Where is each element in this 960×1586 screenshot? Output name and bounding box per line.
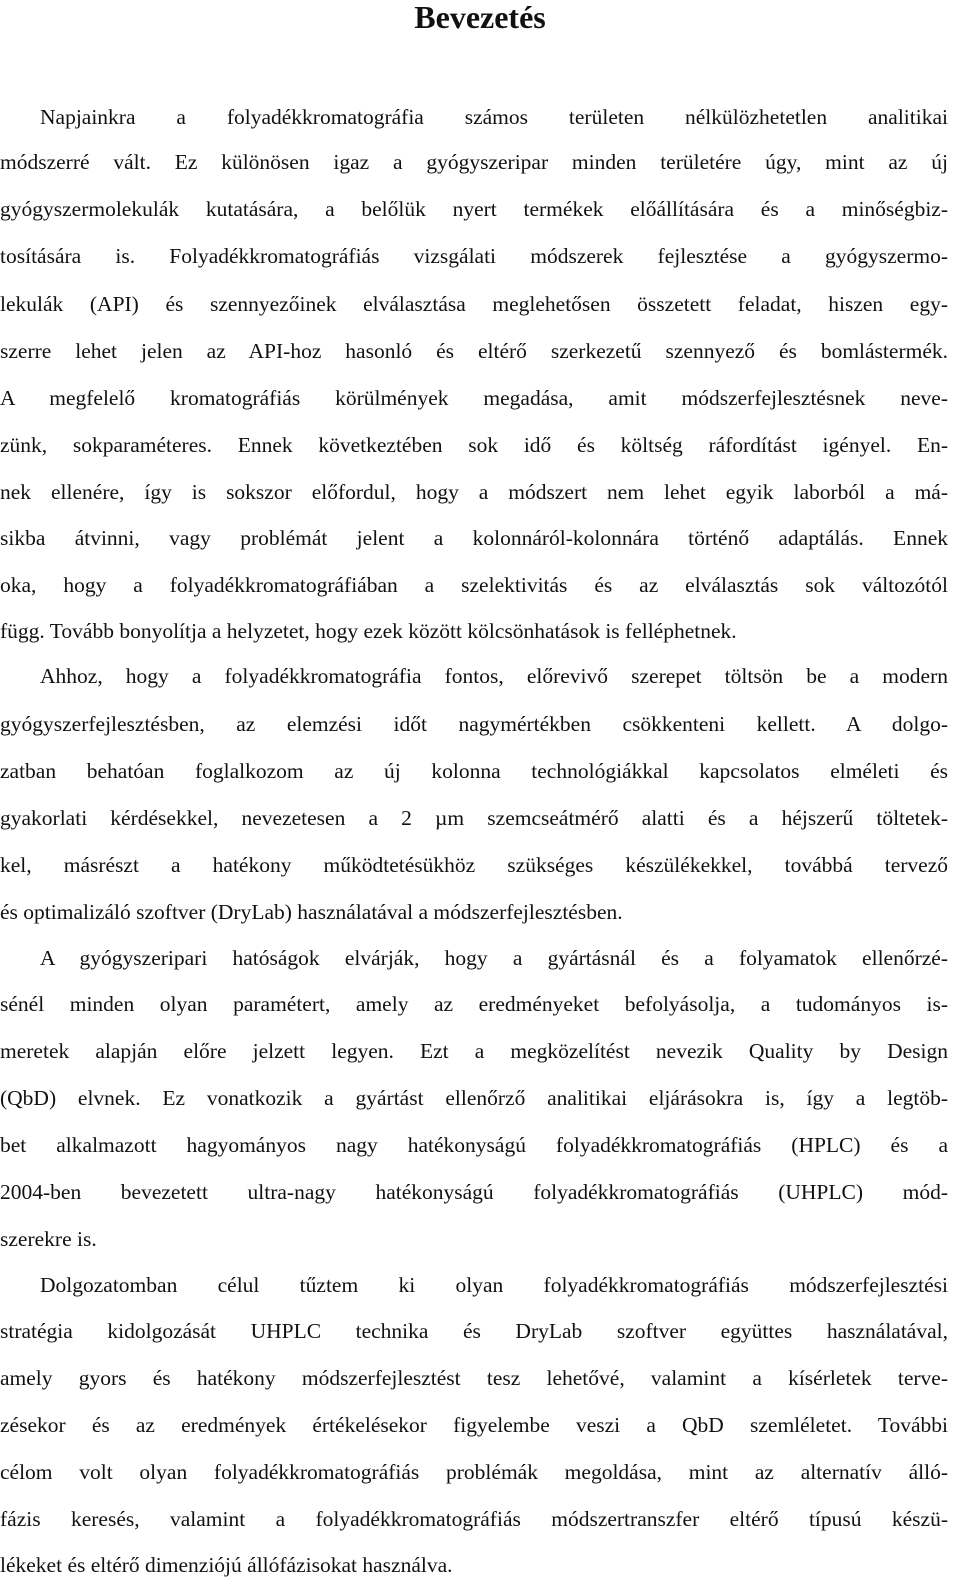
text-line: stratégia kidolgozását UHPLC technika és DryLab szoftver együttes használatával, [0, 1319, 948, 1343]
text-line: sénél minden olyan paramétert, amely az eredményeket befolyásolja, a tudományos is- [0, 992, 948, 1016]
text-line: nek ellenére, így is sokszor előfordul, hogy a módszert nem lehet egyik laborból a má- [0, 480, 948, 504]
text-line: Napjainkra a folyadékkromatográfia számos területen nélkülözhetetlen analitikai [40, 105, 948, 129]
text-line: tosítására is. Folyadékkromatográfiás vizsgálati módszerek fejlesztése a gyógyszermo- [0, 244, 948, 268]
text-line: zatban behatóan foglalkozom az új kolonna technológiákkal kapcsolatos elméleti és [0, 759, 948, 783]
text-line: módszerré vált. Ez különösen igaz a gyógyszeripar minden területére úgy, mint az új [0, 150, 948, 174]
text-line: gyakorlati kérdésekkel, nevezetesen a 2 µm szemcseátmérő alatti és a héjszerű töltetek- [0, 806, 948, 830]
text-line: meretek alapján előre jelzett legyen. Ezt a megközelítést nevezik Quality by Design [0, 1039, 948, 1063]
text-line: célom volt olyan folyadékkromatográfiás problémák megoldása, mint az alternatív álló- [0, 1460, 948, 1484]
text-line: gyógyszerfejlesztésben, az elemzési időt nagymértékben csökkenteni kellett. A dolgo- [0, 712, 948, 736]
text-line: kel, másrészt a hatékony működtetésükhöz szükséges készülékekkel, továbbá tervező [0, 853, 948, 877]
text-line: Dolgozatomban célul tűztem ki olyan folyadékkromatográfiás módszerfejlesztési [40, 1273, 948, 1297]
text-line: zünk, sokparaméteres. Ennek következtében sok idő és költség ráfordítást igényel. En- [0, 433, 948, 457]
text-line: függ. Tovább bonyolítja a helyzetet, hogy ezek között kölcsönhatások is felléphetnek. [0, 619, 737, 643]
text-line: zésekor és az eredmények értékelésekor figyelembe veszi a QbD szemléletet. További [0, 1413, 948, 1437]
text-line: szerekre is. [0, 1227, 97, 1251]
text-line: gyógyszermolekulák kutatására, a belőlük nyert termékek előállítására és a minőségbiz- [0, 197, 948, 221]
text-line: 2004-ben bevezetett ultra-nagy hatékonyságú folyadékkromatográfiás (UHPLC) mód- [0, 1180, 948, 1204]
text-line: fázis keresés, valamint a folyadékkromatográfiás módszertranszfer eltérő típusú készü- [0, 1507, 948, 1531]
page-title: Bevezetés [414, 0, 546, 35]
text-line: oka, hogy a folyadékkromatográfiában a szelektivitás és az elválasztás sok változótól [0, 573, 948, 597]
text-line: sikba átvinni, vagy problémát jelent a kolonnáról-kolonnára történő adaptálás. Ennek [0, 526, 948, 550]
text-line: A gyógyszeripari hatóságok elvárják, hogy a gyártásnál és a folyamatok ellenőrzé- [40, 946, 948, 970]
text-line: bet alkalmazott hagyományos nagy hatékonyságú folyadékkromatográfiás (HPLC) és a [0, 1133, 948, 1157]
text-line: (QbD) elvnek. Ez vonatkozik a gyártást ellenőrző analitikai eljárásokra is, így a legtöb- [0, 1086, 948, 1110]
text-line: és optimalizáló szoftver (DryLab) használatával a módszerfejlesztésben. [0, 900, 623, 924]
text-line: lekulák (API) és szennyezőinek elválasztása meglehetősen összetett feladat, hiszen egy- [0, 292, 948, 316]
text-line: Ahhoz, hogy a folyadékkromatográfia fontos, előrevivő szerepet töltsön be a modern [40, 664, 948, 688]
text-line: amely gyors és hatékony módszerfejlesztést tesz lehetővé, valamint a kísérletek terve- [0, 1366, 948, 1390]
text-line: A megfelelő kromatográfiás körülmények megadása, amit módszerfejlesztésnek neve- [0, 386, 948, 410]
text-line: lékeket és eltérő dimenziójú állófázisokat használva. [0, 1553, 453, 1577]
text-line: szerre lehet jelen az API-hoz hasonló és eltérő szerkezetű szennyező és bomlástermék. [0, 339, 948, 363]
